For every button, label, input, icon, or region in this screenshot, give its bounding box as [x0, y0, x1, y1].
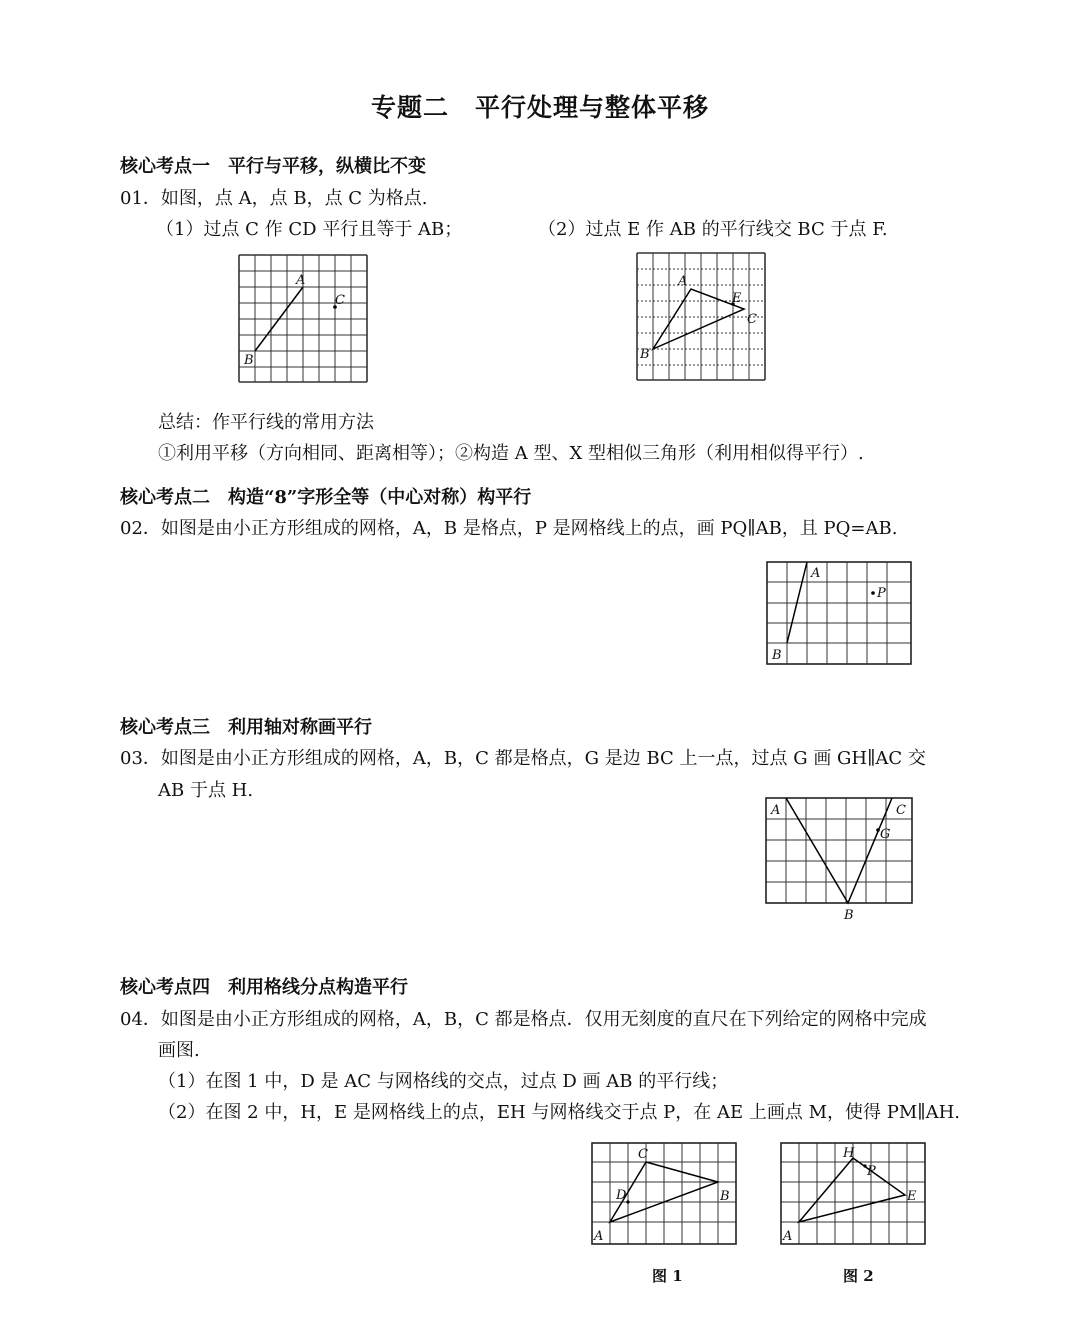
label-a: A [296, 273, 306, 288]
q3-line2: AB 于点 H. [158, 780, 254, 801]
label-b: B [640, 347, 650, 362]
q1-grid-figure-2 [634, 250, 768, 384]
q4-sub2: （2）在图 2 中，H，E 是网格线上的点，EH 与网格线交于点 P，在 AE 上画点 M，使得 PM∥AH. [158, 1102, 961, 1123]
q4-figure-1 [588, 1140, 740, 1250]
q3-grid-figure [762, 794, 918, 928]
label-c: C [335, 293, 345, 308]
label-c: C [638, 1147, 648, 1162]
fig1-label: 图 1 [652, 1267, 683, 1285]
label-e: E [732, 291, 742, 306]
label-p: P [867, 1164, 876, 1179]
label-a: A [594, 1229, 604, 1244]
path-abc [786, 798, 892, 903]
label-a: A [678, 274, 688, 289]
q1-text: 01．如图，点 A，点 B，点 C 为格点. [120, 188, 428, 209]
label-h: H [843, 1146, 855, 1161]
label-c: C [747, 312, 757, 327]
q4-figure-2 [777, 1140, 929, 1250]
summary-body: ①利用平移（方向相同、距离相等）；②构造 A 型、X 型相似三角形（利用相似得平行）. [158, 443, 864, 464]
label-b: B [844, 908, 854, 923]
label-g: G [880, 827, 891, 842]
fig2-label: 图 2 [843, 1267, 874, 1285]
q3-line1: 03．如图是由小正方形组成的网格，A，B，C 都是格点，G 是边 BC 上一点，过点 G 画 GH∥AC 交 [120, 748, 926, 769]
summary-title: 总结：作平行线的常用方法 [158, 412, 374, 433]
label-b: B [772, 648, 782, 663]
q4-sub1: （1）在图 1 中，D 是 AC 与网格线的交点，过点 D 画 AB 的平行线； [158, 1071, 729, 1092]
label-b: B [244, 353, 254, 368]
label-d: D [616, 1188, 627, 1203]
section3-heading: 核心考点三 利用轴对称画平行 [120, 717, 372, 738]
label-a: A [783, 1229, 793, 1244]
q1-sub2: （2）过点 E 作 AB 的平行线交 BC 于点 F. [538, 219, 888, 240]
q2-grid-figure [763, 559, 915, 667]
section4-heading: 核心考点四 利用格线分点构造平行 [120, 977, 408, 998]
label-a: A [811, 566, 821, 581]
point-p [871, 591, 875, 595]
section1-heading: 核心考点一 平行与平移，纵横比不变 [120, 156, 426, 177]
q1-sub1: （1）过点 C 作 CD 平行且等于 AB； [156, 219, 463, 240]
label-b: B [720, 1189, 730, 1204]
page-title: 专题二 平行处理与整体平移 [370, 93, 709, 122]
q4-line2: 画图. [158, 1040, 200, 1061]
q1-grid-figure-1 [236, 252, 370, 386]
label-p: P [877, 586, 886, 601]
triangle-abc [653, 289, 744, 349]
q4-line1: 04．如图是由小正方形组成的网格，A，B，C 都是格点．仅用无刻度的直尺在下列给定的网格中完成 [120, 1009, 927, 1030]
label-e: E [907, 1189, 917, 1204]
label-c: C [896, 803, 906, 818]
q2-text: 02．如图是由小正方形组成的网格，A，B 是格点，P 是网格线上的点，画 PQ∥AB，且 PQ=AB. [120, 518, 898, 539]
section2-heading: 核心考点二 构造“8”字形全等（中心对称）构平行 [120, 487, 532, 508]
label-a: A [771, 803, 781, 818]
point-d [626, 1200, 629, 1203]
